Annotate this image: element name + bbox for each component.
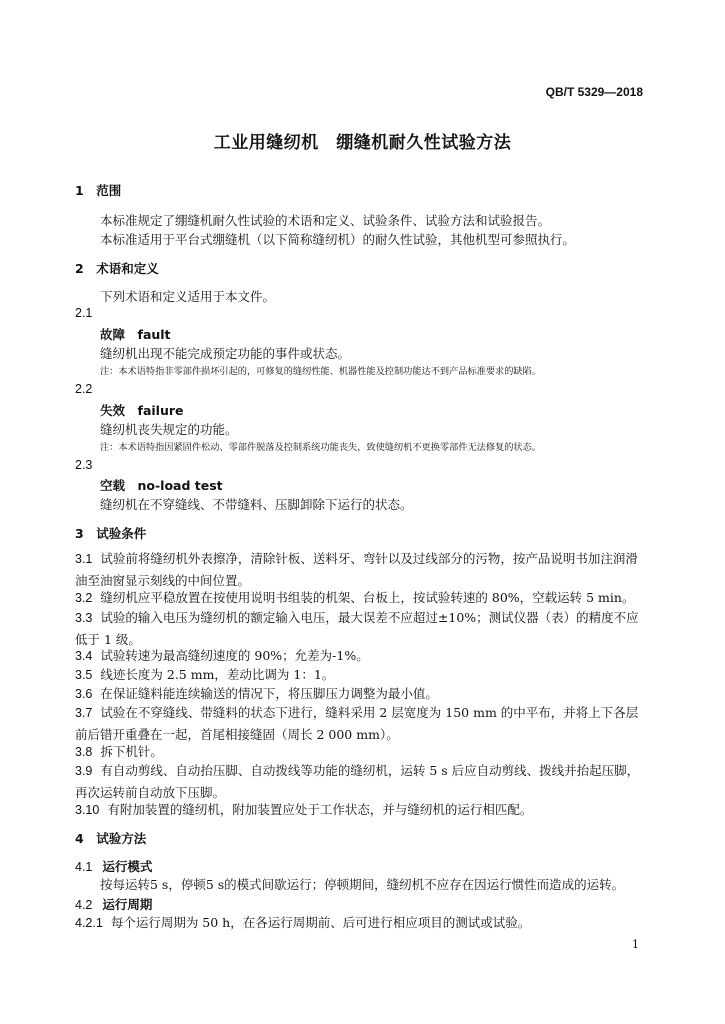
section-1-paragraph-1: 本标准规定了绷缝机耐久性试验的术语和定义、试验条件、试验方法和试验报告。 [100,213,551,228]
clause-3-2 [75,587,650,609]
clause-number: 3.9 [75,764,93,778]
clause-3-1 [75,548,650,591]
clause-number: 3.5 [75,668,93,682]
clause-text: 拆下机针。 [100,744,163,759]
page-number: 1 [632,938,639,951]
section-3-heading: 3 试验条件 [75,526,147,541]
term-2-definition: 缝纫机丧失规定的功能。 [100,422,238,437]
section-4-heading: 4 试验方法 [75,831,147,846]
clause-number: 3.2 [75,591,93,605]
clause-number: 3.3 [75,611,93,625]
subclause-title: 运行模式 [102,859,153,874]
term-3-name: 空载 no-load test [100,478,223,493]
clause-text: 试验转速为最高缝纫速度的 90%；允差为-1%。 [100,648,369,663]
clause-text: 有附加装置的缝纫机，附加装置应处于工作状态，并与缝纫机的运行相匹配。 [107,802,533,817]
document-title: 工业用缝纫机 绷缝机耐久性试验方法 [213,133,512,153]
term-1-name: 故障 fault [100,327,171,342]
term-2-note: 注：本术语特指因紧固件松动、零部件脱落及控制系统功能丧失，致使缝纫机不更换零部件无法修复的状态。 [100,442,541,453]
section-2-intro: 下列术语和定义适用于本文件。 [100,289,276,304]
term-3-definition: 缝纫机在不穿缝线、不带缝料、压脚卸除下运行的状态。 [100,497,413,512]
subclause-4-2-heading [75,894,152,913]
term-1-note: 注：本术语特指非零部件损坏引起的，可修复的缝纫性能、机器性能及控制功能达不到产品标准要求的缺陷。 [100,366,541,377]
section-1-paragraph-2: 本标准适用于平台式绷缝机（以下简称缝纫机）的耐久性试验，其他机型可参照执行。 [100,232,576,247]
term-1-number: 2.1 [75,306,93,320]
clause-3-10 [75,799,650,821]
clause-number: 3.4 [75,649,93,663]
subclause-4-1-heading [75,856,152,875]
clause-number: 3.1 [75,552,93,566]
clause-number: 3.7 [75,706,93,720]
term-2-name: 失效 failure [100,403,184,418]
section-2-heading: 2 术语和定义 [75,261,159,276]
clause-text: 在保证缝料能连续输送的情况下，将压脚压力调整为最小值。 [100,686,438,701]
subclause-number: 4.2 [75,898,93,912]
subclause-title: 运行周期 [102,897,153,912]
section-1-heading: 1 范围 [75,183,122,198]
clause-3-3 [75,607,650,650]
clause-number: 3.6 [75,687,93,701]
term-1-definition: 缝纫机出现不能完成预定功能的事件或状态。 [100,346,351,361]
subclause-text: 每个运行周期为 50 h，在各运行周期前、后可进行相应项目的测试或试验。 [110,915,531,930]
subclause-number: 4.1 [75,860,93,874]
term-3-number: 2.3 [75,458,93,472]
clause-text: 有自动剪线、自动抬压脚、自动拨线等功能的缝纫机，运转 5 s 后应自动剪线、拨线并抬起压脚，再次运转前自动放下压脚。 [75,763,640,800]
subclause-4-1-text: 按每运转5 s，停顿5 s的模式间歇运行；停顿期间，缝纫机不应存在因运行惯性而造成的运转。 [100,877,625,892]
clause-text: 试验前将缝纫机外表擦净，清除针板、送料牙、弯针以及过线部分的污物，按产品说明书加注润滑油至油窗显示刻线的中间位置。 [75,551,638,588]
clause-text: 缝纫机应平稳放置在按使用说明书组装的机架、台板上，按试验转速的 80%，空载运转 5 min。 [100,590,635,605]
standard-code: QB/T 5329—2018 [545,85,643,99]
term-2-number: 2.2 [75,382,93,396]
clause-number: 3.10 [75,803,100,817]
clause-text: 线迹长度为 2.5 mm，差动比调为 1：1。 [100,667,335,682]
subclause-4-2-1 [75,913,530,931]
clause-text: 试验在不穿缝线、带缝料的状态下进行，缝料采用 2 层宽度为 150 mm 的中平布，并将上下各层前后错开重叠在一起，首尾相接缝固（周长 2 000 mm）。 [75,705,639,742]
clause-text: 试验的输入电压为缝纫机的额定输入电压，最大误差不应超过±10%；测试仪器（表）的精度不应低于 1 级。 [75,610,639,647]
clause-number: 3.8 [75,745,93,759]
clause-3-7 [75,702,650,745]
subclause-number: 4.2.1 [75,916,103,930]
clause-3-9 [75,760,650,803]
